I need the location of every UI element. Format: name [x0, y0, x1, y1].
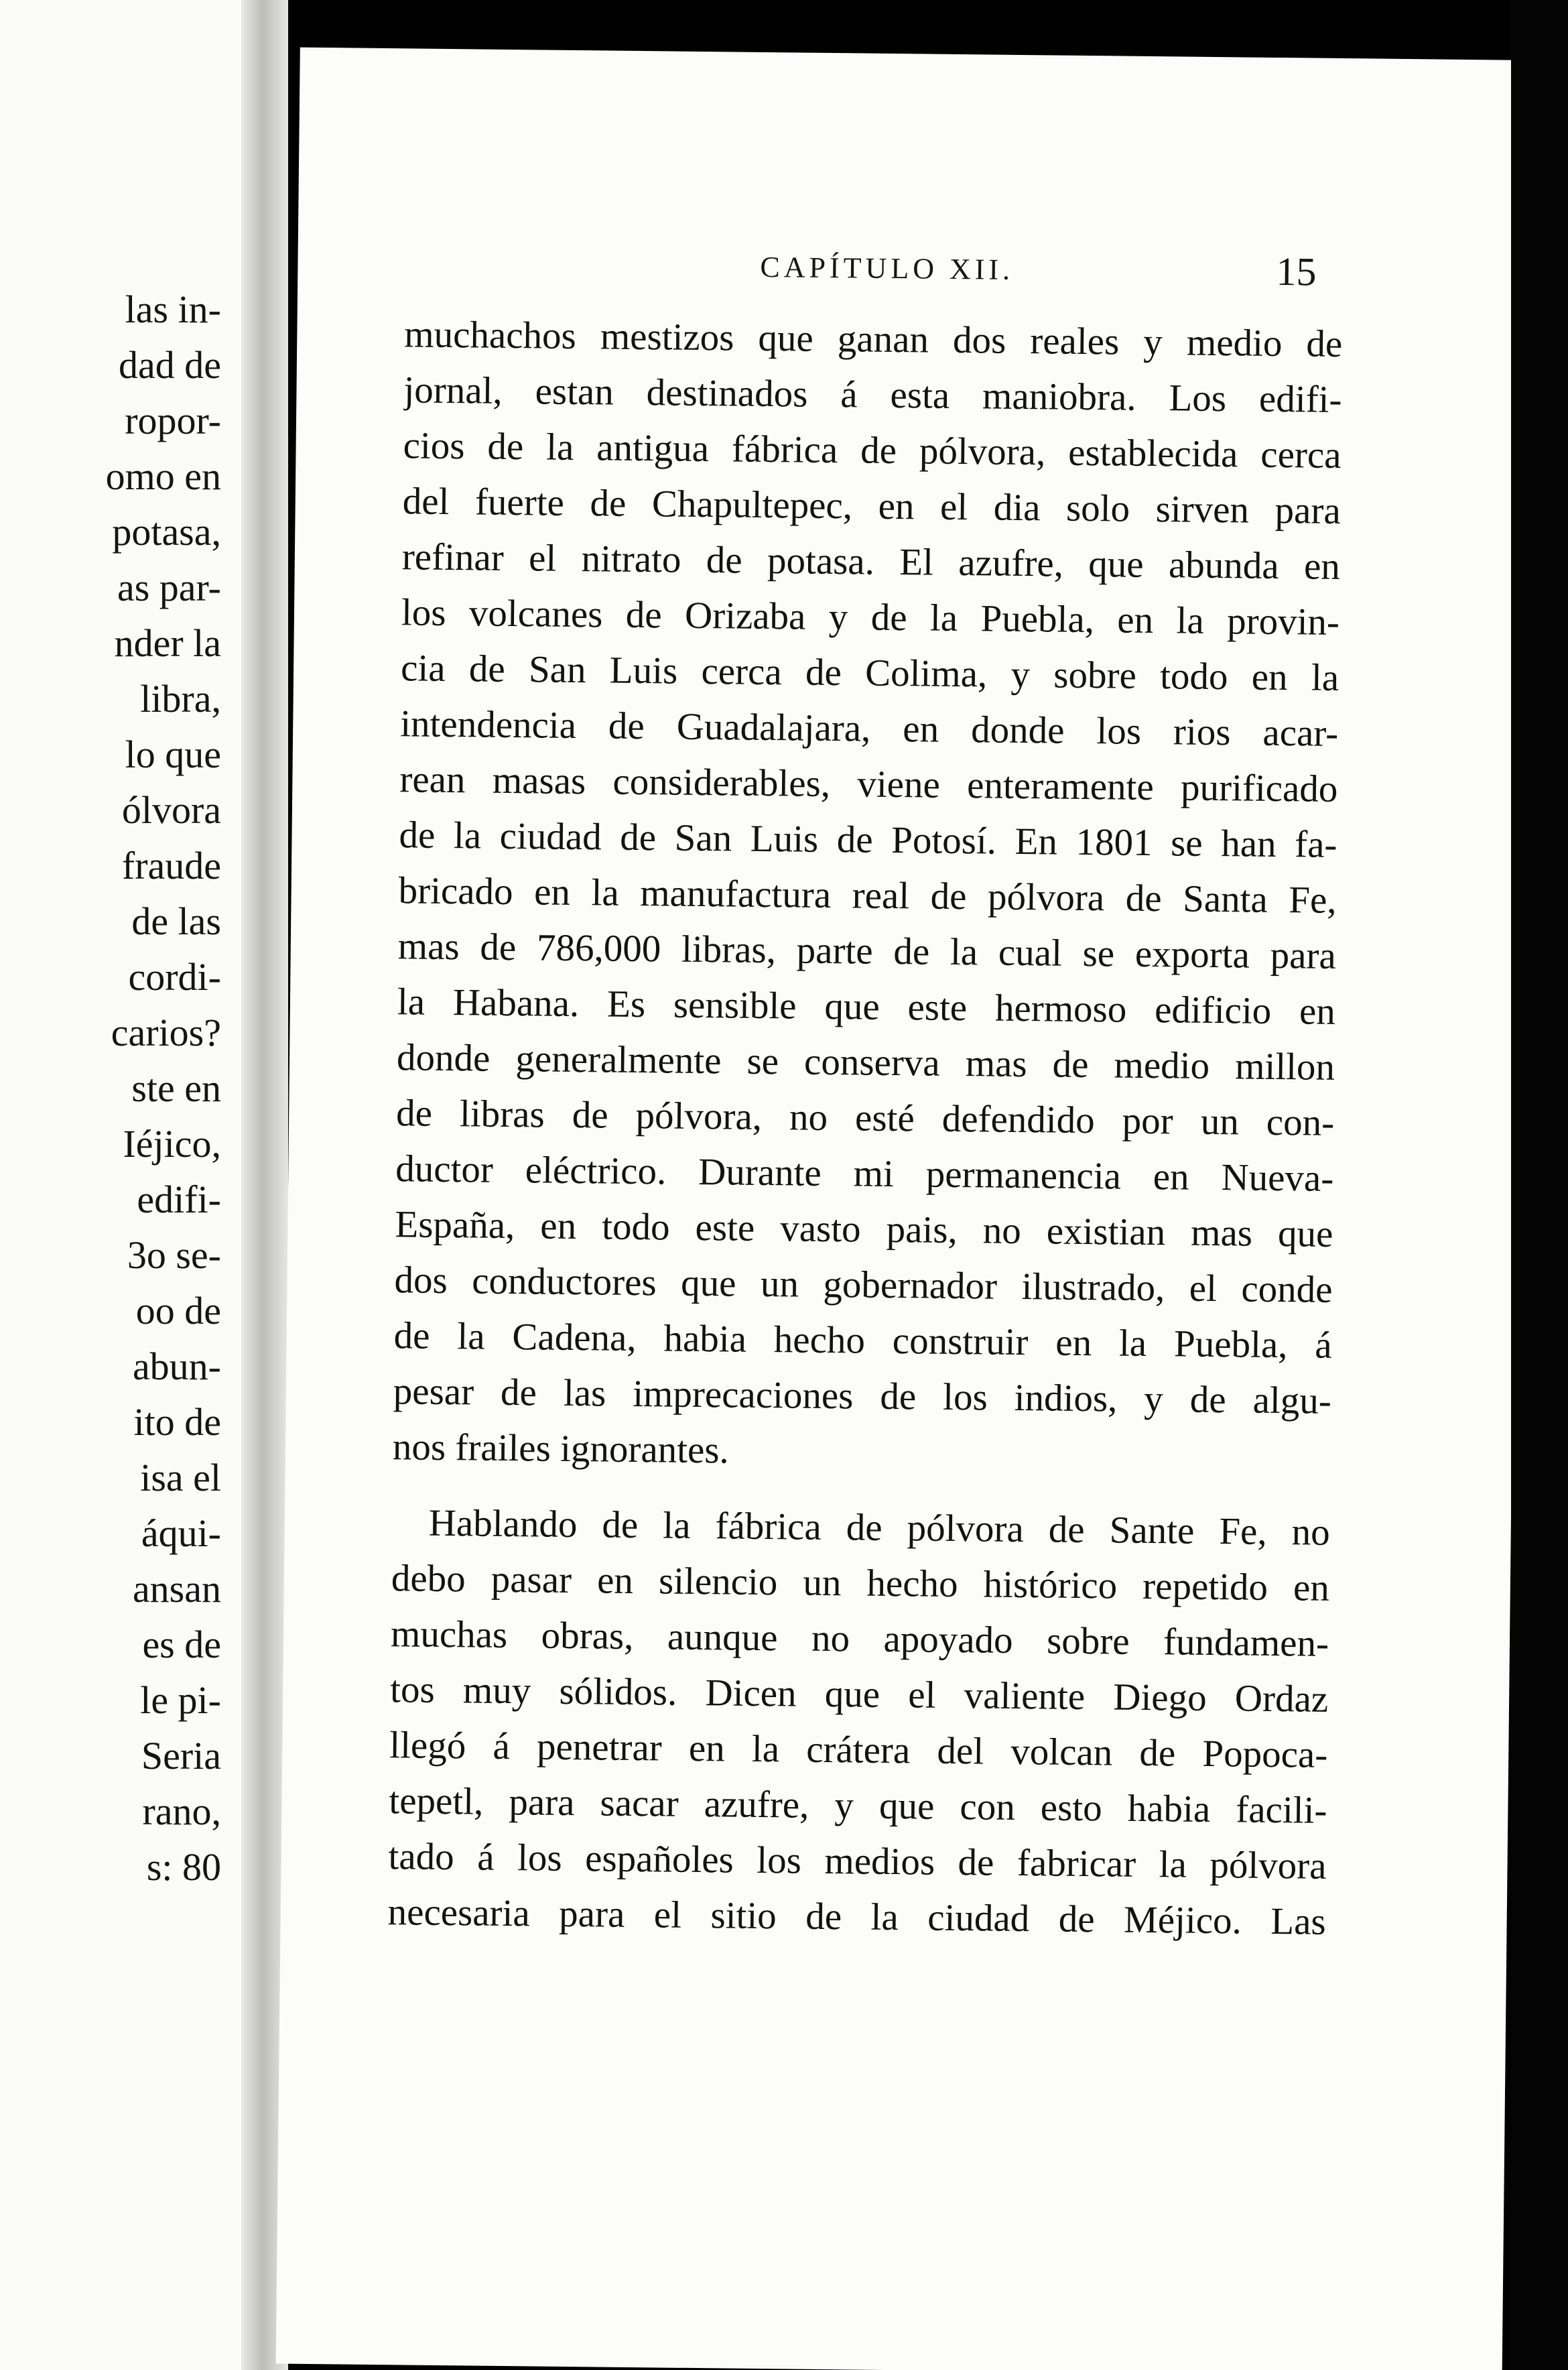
text-line: tepetl, para sacar azufre, y que con esto habia facili- [389, 1780, 1327, 1832]
text-line: jornal, estan destinados á esta maniobra. Los edifi- [403, 369, 1342, 421]
left-page-line: 3o se- [127, 1233, 221, 1277]
left-page-line: omo en [105, 454, 221, 498]
text-line: mas de 786,000 libras, parte de la cual se exporta para [397, 925, 1337, 977]
left-page-line: ropor- [125, 399, 221, 442]
text-line: nos frailes ignorantes. [392, 1426, 730, 1472]
text-line: necesaria para el sitio de la ciudad de Méjico. Las [387, 1891, 1326, 1943]
left-page-line: ito de [133, 1400, 221, 1444]
text-line: intendencia de Guadalajara, en donde los rios acar- [399, 702, 1339, 755]
left-page-line: Seria [141, 1734, 221, 1777]
left-page-line: as par- [117, 566, 221, 609]
text-line: dos conductores que un gobernador ilustrado, el conde [394, 1259, 1333, 1311]
text-line: cios de la antigua fábrica de pólvora, establecida cerca [403, 424, 1342, 477]
text-line: del fuerte de Chapultepec, en el dia solo sirven para [402, 480, 1342, 532]
text-line: donde generalmente se conserva mas de medio millon [396, 1036, 1335, 1088]
text-line: la Habana. Es sensible que este hermoso edificio en [397, 981, 1336, 1033]
text-line: bricado en la manufactura real de pólvora de Santa Fe, [398, 869, 1337, 922]
left-page-line: lo que [125, 733, 221, 776]
body-text [387, 306, 1342, 1950]
text-line: Hablando de la fábrica de pólvora de Sante Fe, no [428, 1501, 1331, 1554]
text-line: debo pasar en silencio un hecho histórico repetido en [391, 1557, 1330, 1609]
paragraph [387, 1495, 1330, 1950]
text-line: tado á los españoles los medios de fabricar la pólvora [388, 1835, 1327, 1887]
left-page-line: ólvora [121, 788, 221, 832]
left-page-line: nder la [114, 621, 221, 665]
left-page-line: cordi- [128, 955, 221, 999]
text-line: muchas obras, aunque no apoyado sobre fundamen- [390, 1613, 1329, 1665]
left-page-line: oo de [135, 1289, 221, 1332]
text-line: tos muy sólidos. Dicen que el valiente Diego Ordaz [389, 1668, 1329, 1721]
left-page-line: potasa, [112, 510, 221, 554]
main-page [276, 48, 1526, 2370]
left-page-line: ste en [131, 1066, 221, 1110]
text-line: pesar de las imprecaciones de los indios, y de algu- [393, 1370, 1332, 1422]
paragraph [393, 306, 1343, 1485]
left-page-line: s: 80 [146, 1845, 221, 1889]
left-page-line: dad de [119, 343, 221, 387]
left-page-line: libra, [140, 677, 221, 721]
left-page-line: Iéjico, [123, 1122, 221, 1166]
text-line: ductor eléctrico. Durante mi permanencia en Nueva- [395, 1147, 1334, 1200]
left-page-line: le pi- [140, 1678, 221, 1722]
left-page-line: de las [131, 899, 221, 943]
left-page-line: es de [142, 1623, 221, 1666]
text-line: los volcanes de Orizaba y de la Puebla, en la provin- [401, 591, 1340, 643]
text-line: de la ciudad de San Luis de Potosí. En 1801 se han fa- [399, 814, 1337, 866]
left-page-line: ansan [132, 1567, 221, 1611]
left-page-line: áqui- [141, 1511, 221, 1555]
left-page-line: abun- [132, 1345, 221, 1388]
running-head: CAPÍTULO XII. [760, 250, 1015, 286]
text-line: de la Cadena, habia hecho construir en la Puebla, á [393, 1314, 1332, 1367]
text-line: cia de San Luis cerca de Colima, y sobre todo en la [400, 647, 1340, 699]
text-line: muchachos mestizos que ganan dos reales y medio de [404, 313, 1343, 365]
left-page-line: fraude [121, 844, 221, 887]
text-line: llegó á penetrar en la crátera del volcan de Popoca- [389, 1724, 1328, 1776]
left-page-line: carios? [111, 1011, 221, 1054]
text-line: rean masas considerables, viene enteramente purificado [399, 758, 1338, 810]
left-page-text [0, 282, 221, 1895]
left-facing-page [0, 0, 241, 2370]
page-number: 15 [1276, 249, 1317, 294]
left-page-line: las in- [125, 288, 221, 331]
text-line: refinar el nitrato de potasa. El azufre, que abunda en [401, 536, 1341, 588]
left-page-line: rano, [142, 1790, 221, 1833]
left-page-line: isa el [140, 1456, 221, 1499]
scan-right-edge [1511, 0, 1568, 2370]
left-page-line: edifi- [137, 1178, 221, 1221]
text-line: de libras de pólvora, no esté defendido por un con- [395, 1092, 1335, 1144]
text-line: España, en todo este vasto pais, no existian mas que [395, 1203, 1333, 1255]
